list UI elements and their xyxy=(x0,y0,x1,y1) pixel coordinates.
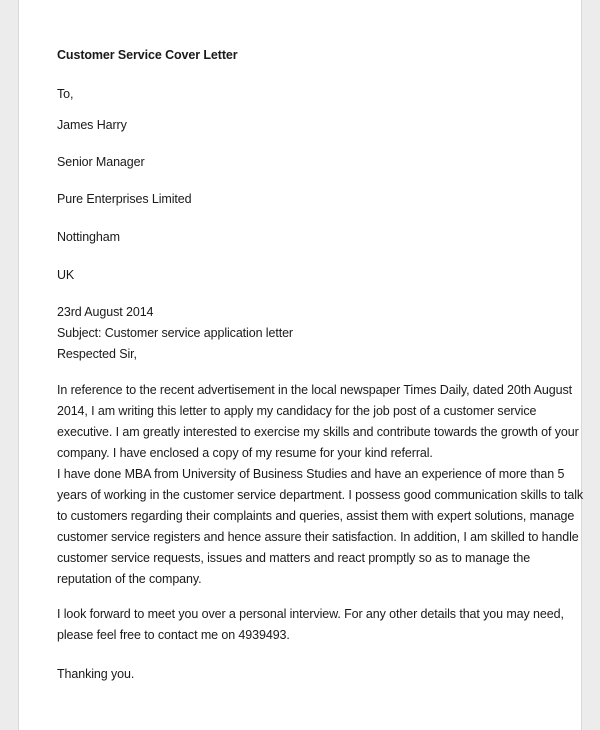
recipient-name: James Harry xyxy=(57,118,127,132)
paragraph-line: years of working in the customer service department. I possess good communication skills to talk xyxy=(57,488,584,502)
letter-date: 23rd August 2014 xyxy=(57,305,154,319)
paragraph-line: please feel free to contact me on 4939493. xyxy=(57,628,290,642)
paragraph-line: reputation of the company. xyxy=(57,572,202,586)
paragraph-line: I look forward to meet you over a personal interview. For any other details that you may need, xyxy=(57,607,564,621)
paragraph-intro xyxy=(57,380,579,464)
paragraph-line: 2014, I am writing this letter to apply my candidacy for the job post of a customer service xyxy=(57,404,537,418)
paragraph-closing-request xyxy=(57,604,564,646)
paragraph-line: executive. I am greatly interested to exercise my skills and contribute towards the growth of your xyxy=(57,425,579,439)
recipient-country: UK xyxy=(57,268,75,282)
letter-greeting: Respected Sir, xyxy=(57,347,137,361)
paragraph-line: I have done MBA from University of Business Studies and have an experience of more than 5 xyxy=(57,467,565,481)
recipient-position: Senior Manager xyxy=(57,155,145,169)
to-label: To, xyxy=(57,87,74,101)
letter-title: Customer Service Cover Letter xyxy=(57,48,238,62)
paragraph-line: customer service registers and hence assure their satisfaction. In addition, I am skilled to handle xyxy=(57,530,579,544)
recipient-company: Pure Enterprises Limited xyxy=(57,192,192,206)
paragraph-line: company. I have enclosed a copy of my resume for your kind referral. xyxy=(57,446,433,460)
letter-closing: Thanking you. xyxy=(57,667,135,681)
letter-page xyxy=(18,0,582,730)
paragraph-experience xyxy=(57,464,583,590)
paragraph-line: customer service requests, issues and matters and react promptly so as to manage the xyxy=(57,551,531,565)
letter-subject: Subject: Customer service application letter xyxy=(57,326,293,340)
recipient-city: Nottingham xyxy=(57,230,120,244)
paragraph-line: In reference to the recent advertisement in the local newspaper Times Daily, dated 20th August xyxy=(57,383,572,397)
paragraph-line: to customers regarding their complaints and queries, assist them with expert solutions, manage xyxy=(57,509,575,523)
